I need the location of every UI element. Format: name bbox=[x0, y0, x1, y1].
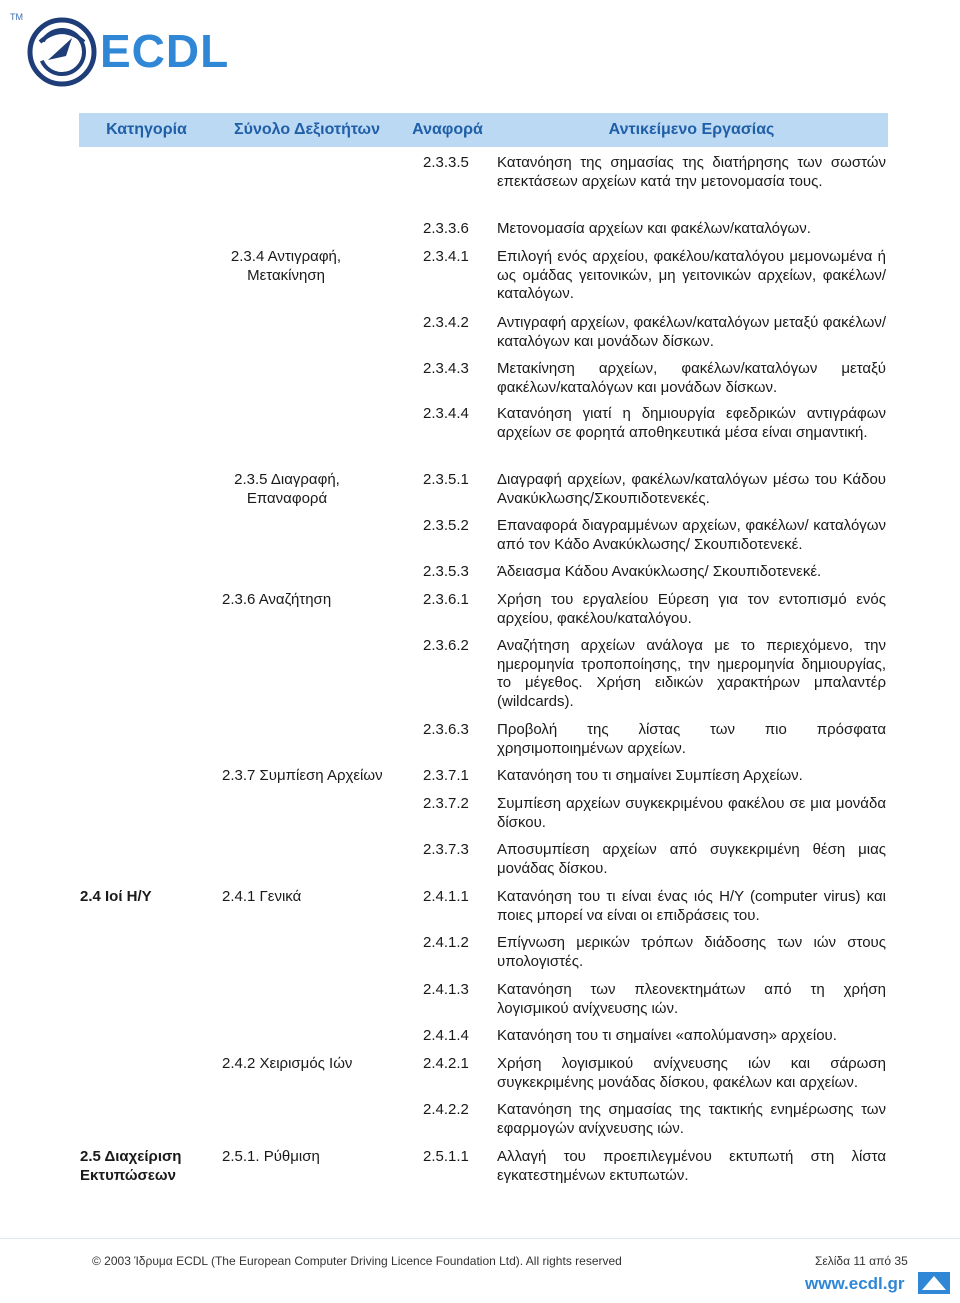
desc-cell: Επιλογή ενός αρχείου, φακέλου/καταλόγου μεμονωμένα ή ως ομάδας γειτονικών, μη γειτονικών αρχείων, φακέλων/καταλόγων. bbox=[497, 248, 886, 302]
header-task-item: Αντικείμενο Εργασίας bbox=[608, 121, 775, 138]
desc-cell: Αλλαγή του προεπιλεγμένου εκτυπωτή στη λίστα εγκατεστημένων εκτυπωτών. bbox=[497, 1148, 886, 1184]
trademark-mark: TM bbox=[10, 12, 23, 22]
skill-cell: 2.3.5 Διαγραφή, Επαναφορά bbox=[234, 471, 340, 507]
ref-cell: 2.3.7.2 bbox=[423, 795, 469, 812]
ref-cell: 2.4.1.1 bbox=[423, 888, 469, 905]
ref-cell: 2.3.4.1 bbox=[423, 248, 469, 265]
desc-cell: Κατανόηση του τι σημαίνει «απολύμανση» αρχείου. bbox=[497, 1027, 837, 1044]
ref-cell: 2.3.6.3 bbox=[423, 721, 469, 738]
desc-cell: Κατανόηση της σημασίας της διατήρησης των σωστών επεκτάσεων αρχείων κατά την μετονομασία τους. bbox=[497, 154, 886, 190]
skill-cell: 2.4.1 Γενικά bbox=[222, 888, 302, 905]
footer-page-number: Σελίδα 11 από 35 bbox=[815, 1254, 908, 1268]
ref-cell: 2.3.7.1 bbox=[423, 767, 469, 784]
desc-cell: Μετονομασία αρχείων και φακέλων/καταλόγων. bbox=[497, 220, 811, 237]
ref-cell: 2.5.1.1 bbox=[423, 1148, 469, 1165]
category-cell: 2.4 Ιοί Η/Υ bbox=[80, 888, 152, 905]
ecdl-corner-mark-icon bbox=[914, 1270, 954, 1296]
ref-cell: 2.3.4.3 bbox=[423, 360, 469, 377]
header-skill-set: Σύνολο Δεξιοτήτων bbox=[234, 121, 380, 138]
desc-cell: Προβολή της λίστας των πιο πρόσφατα χρησιμοποιημένων αρχείων. bbox=[497, 721, 886, 757]
desc-cell: Αποσυμπίεση αρχείων από συγκεκριμένη θέση μιας μονάδας δίσκου. bbox=[497, 841, 886, 877]
ref-cell: 2.3.3.5 bbox=[423, 154, 469, 171]
desc-cell: Διαγραφή αρχείων, φακέλων/καταλόγων μέσω του Κάδου Ανακύκλωσης/Σκουπιδοτενεκές. bbox=[497, 471, 886, 507]
desc-cell: Κατανόηση γιατί η δημιουργία εφεδρικών αντιγράφων αρχείων σε φορητά αποθηκευτικά μέσα είναι σημαντική. bbox=[497, 405, 886, 441]
ref-cell: 2.3.5.3 bbox=[423, 563, 469, 580]
desc-cell: Αναζήτηση αρχείων ανάλογα με το περιεχόμενο, την ημερομηνία τροποποίησης, την ημερομηνία δημιουργίας, το μέγεθος. Χρήση ειδικών χαρακτήρων μπαλαντέρ (wildcards). bbox=[497, 637, 886, 710]
ref-cell: 2.3.5.2 bbox=[423, 517, 469, 534]
desc-cell: Χρήση του εργαλείου Εύρεση για τον εντοπισμό ενός αρχείου, φακέλου/καταλόγου. bbox=[497, 591, 886, 627]
ref-cell: 2.3.5.1 bbox=[423, 471, 469, 488]
desc-cell: Κατανόηση της σημασίας της τακτικής ενημέρωσης των εφαρμογών ανίχνευσης ιών. bbox=[497, 1101, 886, 1137]
ref-cell: 2.4.2.1 bbox=[423, 1055, 469, 1072]
ref-cell: 2.3.6.2 bbox=[423, 637, 469, 654]
desc-cell: Κατανόηση του τι σημαίνει Συμπίεση Αρχείων. bbox=[497, 767, 803, 784]
desc-cell: Κατανόηση του τι είναι ένας ιός Η/Υ (computer virus) και ποιες μπορεί να είναι οι επιδράσεις του. bbox=[497, 888, 886, 924]
desc-cell: Κατανόηση των πλεονεκτημάτων από τη χρήση λογισμικού ανίχνευσης ιών. bbox=[497, 981, 886, 1017]
desc-cell: Αντιγραφή αρχείων, φακέλων/καταλόγων μεταξύ φακέλων/καταλόγων και μονάδων δίσκων. bbox=[497, 314, 886, 350]
desc-cell: Επίγνωση μερικών τρόπων διάδοσης των ιών στους υπολογιστές. bbox=[497, 934, 886, 970]
desc-cell: Άδειασμα Κάδου Ανακύκλωσης/ Σκουπιδοτενεκέ. bbox=[497, 563, 822, 580]
ref-cell: 2.4.1.4 bbox=[423, 1027, 469, 1044]
ref-cell: 2.3.6.1 bbox=[423, 591, 469, 608]
skill-cell: 2.5.1. Ρύθμιση bbox=[222, 1148, 320, 1165]
ref-cell: 2.3.4.2 bbox=[423, 314, 469, 331]
desc-cell: Επαναφορά διαγραμμένων αρχείων, φακέλων/ καταλόγων από τον Κάδο Ανακύκλωσης/ Σκουπιδοτενεκέ. bbox=[497, 517, 886, 553]
header-reference: Αναφορά bbox=[412, 121, 483, 138]
skill-cell: 2.3.4 Αντιγραφή, Μετακίνηση bbox=[230, 248, 342, 284]
footer-divider bbox=[0, 1238, 960, 1239]
footer-copyright: © 2003 Ίδρυμα ECDL (The European Computer Driving Licence Foundation Ltd). All rights reserved bbox=[92, 1254, 622, 1268]
skill-cell: 2.3.7 Συμπίεση Αρχείων bbox=[222, 767, 383, 784]
ref-cell: 2.4.1.2 bbox=[423, 934, 469, 951]
ref-cell: 2.3.7.3 bbox=[423, 841, 469, 858]
footer-url[interactable]: www.ecdl.gr bbox=[805, 1274, 905, 1293]
ref-cell: 2.4.2.2 bbox=[423, 1101, 469, 1118]
ref-cell: 2.4.1.3 bbox=[423, 981, 469, 998]
desc-cell: Χρήση λογισμικού ανίχνευσης ιών και σάρωση συγκεκριμένης μονάδας δίσκου, φακέλων και αρχείων. bbox=[497, 1055, 886, 1091]
skill-cell: 2.4.2 Χειρισμός Ιών bbox=[222, 1055, 353, 1072]
desc-cell: Συμπίεση αρχείων συγκεκριμένου φακέλου σε μια μονάδα δίσκου. bbox=[497, 795, 886, 831]
ref-cell: 2.3.3.6 bbox=[423, 220, 469, 237]
desc-cell: Μετακίνηση αρχείων, φακέλων/καταλόγων μεταξύ φακέλων/καταλόγων και μονάδων δίσκων. bbox=[497, 360, 886, 396]
brand-name: ECDL bbox=[100, 25, 230, 77]
header-category: Κατηγορία bbox=[106, 121, 187, 138]
skill-cell: 2.3.6 Αναζήτηση bbox=[222, 591, 332, 608]
ref-cell: 2.3.4.4 bbox=[423, 405, 469, 422]
category-cell: 2.5 Διαχείριση Εκτυπώσεων bbox=[80, 1148, 182, 1184]
